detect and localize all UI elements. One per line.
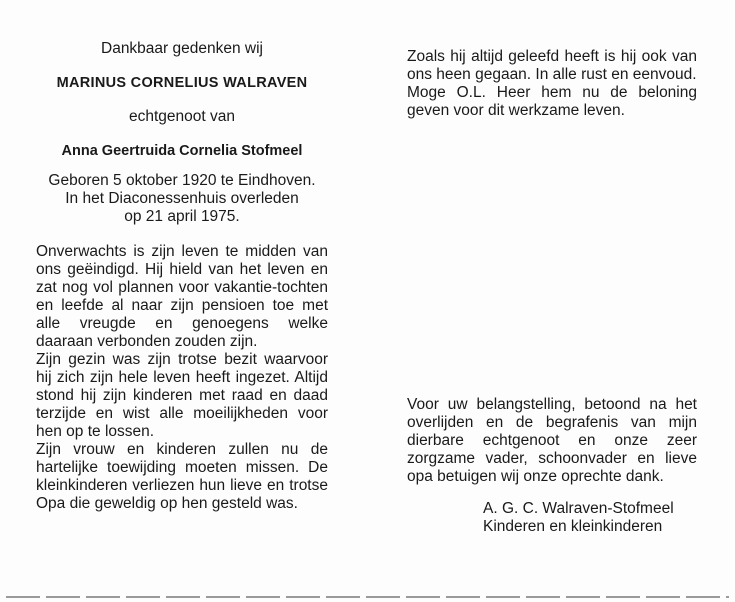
birth-death-info xyxy=(36,172,328,226)
born-line-3: op 21 april 1975. xyxy=(124,208,240,225)
intro-text: Dankbaar gedenken wij xyxy=(101,40,263,57)
right-column-bottom xyxy=(407,396,697,536)
right-paragraph-1: Zoals hij altijd geleefd heeft is hij ook van ons heen gegaan. In alle rust en eenvoud. xyxy=(407,48,697,83)
signature-line-2: Kinderen en kleinkinderen xyxy=(483,518,663,535)
deceased-name: MARINUS CORNELIUS WALRAVEN xyxy=(56,75,308,91)
spouse-name: Anna Geertruida Cornelia Stofmeel xyxy=(61,143,303,159)
left-paragraph-2: Zijn gezin was zijn trotse bezit waarvoor hij zich zijn hele leven heeft ingezet. Altijd stond hij zijn kinderen met raad en daad terzijde en wist alle moeilijkheden voor hen op te lossen. xyxy=(36,351,328,440)
left-column xyxy=(36,40,328,513)
born-line-1: Geboren 5 oktober 1920 te Eindhoven. xyxy=(48,172,316,189)
right-column-top xyxy=(407,48,697,120)
thanks-paragraph: Voor uw belangstelling, betoond na het overlijden en de begrafenis van mijn dierbare echtgenoot en onze zeer zorgzame vader, schoonvader en lieve opa betuigen wij onze oprechte dank. xyxy=(407,396,697,485)
left-paragraph-1: Onverwachts is zijn leven te midden van ons geëindigd. Hij hield van het leven en zat nog vol plannen voor vakantie-tochten en leefde al naar zijn pensioen toe met alle vreugde en genoegens welke daaraan verbonden zouden zijn. xyxy=(36,243,328,350)
born-line-2: In het Diaconessenhuis overleden xyxy=(65,190,299,207)
signature-block xyxy=(407,500,697,536)
spouse-label: echtgenoot van xyxy=(128,108,235,125)
right-paragraph-2: Moge O.L. Heer hem nu de beloning geven voor dit werkzame leven. xyxy=(407,84,697,119)
left-paragraph-3: Zijn vrouw en kinderen zullen nu de hartelijke toewijding moeten missen. De kleinkinderen verliezen hun lieve en trotse Opa die geweldig op hen gesteld was. xyxy=(36,441,328,512)
card-bottom-edge xyxy=(6,596,729,598)
signature-line-1: A. G. C. Walraven-Stofmeel xyxy=(483,500,674,517)
